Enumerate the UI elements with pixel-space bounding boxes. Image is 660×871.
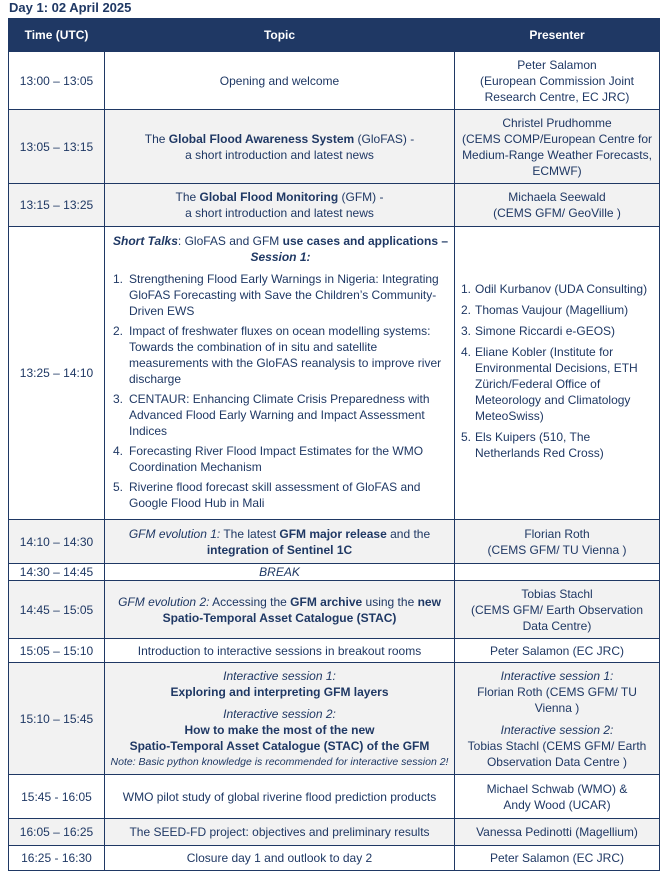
list-item: 3. Simone Riccardi e-GEOS) <box>461 323 616 338</box>
table-row <box>9 184 660 227</box>
time-cell: 14:30 – 14:45 <box>9 564 105 581</box>
presenter-cell: Vanessa Pedinotti (Magellium) <box>455 819 660 846</box>
presenter-line: (CEMS GFM/ Earth Observation <box>470 602 644 617</box>
presenter-line: Tobias Stachl <box>521 586 593 601</box>
time-cell: 14:10 – 14:30 <box>9 520 105 564</box>
time-cell: 13:05 – 13:15 <box>9 110 105 184</box>
table-row <box>9 663 660 775</box>
presenter-line: Michaela Seewald <box>508 190 606 204</box>
presenter-line: Data Centre) <box>522 618 592 633</box>
presenter-cell: Peter Salamon (EC JRC) <box>455 846 660 871</box>
topic-cell <box>105 184 455 227</box>
presenter-cell <box>455 564 660 581</box>
presenter-cell <box>455 227 660 520</box>
topic-bold: GFM archive <box>290 594 363 609</box>
presenter-cell <box>455 663 660 775</box>
table-row <box>9 227 660 520</box>
presenter-line: Michael Schwab (WMO) & <box>486 781 628 796</box>
topic-text: The latest <box>220 526 280 541</box>
time-cell: 14:45 – 15:05 <box>9 581 105 639</box>
time-cell: 15:05 – 15:10 <box>9 639 105 663</box>
topic-bold: Spatio-Temporal Asset Catalogue (STAC) <box>162 610 397 625</box>
presenter-cell <box>455 581 660 639</box>
list-item: 2. Impact of freshwater fluxes on ocean modelling systems: Towards the combination of in situ and satellite measurements with the GloFAS reanalysis to improve river discharge <box>113 324 442 386</box>
presenter-line: Florian Roth (CEMS GFM/ TU Vienna ) <box>477 684 637 715</box>
presenter-cell: Peter Salamon (EC JRC) <box>455 639 660 663</box>
presenter-line: Florian Roth <box>524 526 590 541</box>
presenter-line: Peter Salamon <box>517 57 597 72</box>
agenda-table <box>8 18 660 871</box>
topic-cell <box>105 581 455 639</box>
topic-text: The <box>175 190 200 204</box>
header-row <box>9 19 660 52</box>
table-row <box>9 639 660 663</box>
header-time: Time (UTC) <box>9 19 105 52</box>
session-label: Interactive session 2: <box>223 706 336 721</box>
time-cell: 13:25 – 14:10 <box>9 227 105 520</box>
talk-list <box>113 271 448 511</box>
header-presenter: Presenter <box>455 19 660 52</box>
presenter-line: (European Commission Joint <box>479 73 635 88</box>
presenter-line: Observation Data Centre ) <box>486 754 628 769</box>
topic-cell: The SEED-FD project: objectives and preliminary results <box>105 819 455 846</box>
session-title: Spatio-Temporal Asset Catalogue (STAC) of the GFM <box>129 738 430 753</box>
topic-cell: WMO pilot study of global riverine flood prediction products <box>105 775 455 819</box>
table-row <box>9 564 660 581</box>
topic-bold: use cases and applications – <box>282 234 449 248</box>
topic-italic: GFM evolution 2: <box>118 594 210 609</box>
presenter-cell <box>455 110 660 184</box>
list-item: 3. CENTAUR: Enhancing Climate Crisis Preparedness with Advanced Flood Early Warning and Impact Assessment Indices <box>113 392 430 438</box>
list-item: 5. Riverine flood forecast skill assessment of GloFAS and Google Flood Hub in Mali <box>113 480 421 510</box>
topic-text: The <box>144 131 169 146</box>
presenter-line: Tobias Stachl (CEMS GFM/ Earth <box>467 738 647 753</box>
table-row <box>9 110 660 184</box>
topic-text: and the <box>386 526 431 541</box>
header-topic: Topic <box>105 19 455 52</box>
topic-text: : GloFAS and GFM <box>177 234 283 248</box>
list-item: 1. Strengthening Flood Early Warnings in Nigeria: Integrating GloFAS Forecasting with Save the Children’s Community-Driven EWS <box>113 272 439 318</box>
time-cell: 16:05 – 16:25 <box>9 819 105 846</box>
time-cell: 13:15 – 13:25 <box>9 184 105 227</box>
table-row <box>9 581 660 639</box>
topic-cell <box>105 227 455 520</box>
list-item: 2. Thomas Vaujour (Magellium) <box>461 302 629 317</box>
topic-bold: Global Flood Awareness System <box>168 131 355 146</box>
day-title: Day 1: 02 April 2025 <box>9 0 132 15</box>
session-label: Interactive session 2: <box>500 722 614 737</box>
topic-italic: GFM evolution 1: <box>128 526 221 541</box>
time-cell: 13:00 – 13:05 <box>9 52 105 110</box>
topic-text: using the <box>362 594 418 609</box>
presenter-cell <box>455 52 660 110</box>
topic-bold: GFM major release <box>279 526 387 541</box>
topic-text: Accessing the <box>209 594 291 609</box>
presenter-line: Medium-Range Weather Forecasts, <box>462 147 652 162</box>
table-row <box>9 846 660 871</box>
presenter-line: Andy Wood (UCAR) <box>503 797 611 812</box>
session-label: Session 1: <box>250 250 311 264</box>
presenter-line: (CEMS GFM/ TU Vienna ) <box>487 542 627 557</box>
topic-text: (GloFAS) - <box>354 131 415 146</box>
time-cell: 15:10 – 15:45 <box>9 663 105 775</box>
presenter-line: (CEMS GFM/ GeoVille ) <box>493 206 621 220</box>
table-row <box>9 775 660 819</box>
session-note: Note: Basic python knowledge is recommended for interactive session 2! <box>110 755 449 768</box>
presenter-line: ECMWF) <box>532 163 582 178</box>
presenter-line: (CEMS COMP/European Centre for <box>461 131 653 146</box>
topic-subtitle: a short introduction and latest news <box>185 206 374 220</box>
table-row <box>9 520 660 564</box>
topic-bold: integration of Sentinel 1C <box>206 542 353 557</box>
presenter-cell <box>455 520 660 564</box>
list-item: 4. Forecasting River Flood Impact Estimates for the WMO Coordination Mechanism <box>113 444 424 474</box>
table-row <box>9 819 660 846</box>
presenter-list <box>461 281 655 461</box>
topic-cell <box>105 520 455 564</box>
topic-text: (GFM) - <box>338 190 384 204</box>
table-row <box>9 52 660 110</box>
presenter-cell <box>455 184 660 227</box>
topic-cell: Introduction to interactive sessions in breakout rooms <box>105 639 455 663</box>
topic-bold: new <box>417 594 441 609</box>
session-label: Interactive session 1: <box>223 668 336 683</box>
topic-subtitle: a short introduction and latest news <box>185 147 374 162</box>
list-item: 1. Odil Kurbanov (UDA Consulting) <box>461 281 648 296</box>
list-item: 5. Els Kuipers (510, The Netherlands Red Cross) <box>461 429 604 460</box>
time-cell: 15:45 - 16:05 <box>9 775 105 819</box>
time-cell: 16:25 - 16:30 <box>9 846 105 871</box>
topic-cell <box>105 663 455 775</box>
break-cell: BREAK <box>105 564 455 581</box>
session-title: How to make the most of the new <box>184 722 375 737</box>
presenter-line: Christel Prudhomme <box>502 115 612 130</box>
topic-cell: Opening and welcome <box>105 52 455 110</box>
session-title: Exploring and interpreting GFM layers <box>170 684 389 699</box>
topic-bold: Global Flood Monitoring <box>199 190 339 204</box>
topic-cell <box>105 110 455 184</box>
presenter-cell <box>455 775 660 819</box>
list-item: 4. Eliane Kobler (Institute for Environmental Decisions, ETH Zürich/Federal Office of Meteorology and Climatology MeteoSwiss) <box>461 344 638 423</box>
presenter-line: Research Centre, EC JRC) <box>484 89 630 104</box>
short-talks-label: Short Talks <box>113 234 178 248</box>
topic-cell: Closure day 1 and outlook to day 2 <box>105 846 455 871</box>
session-label: Interactive session 1: <box>500 668 614 683</box>
